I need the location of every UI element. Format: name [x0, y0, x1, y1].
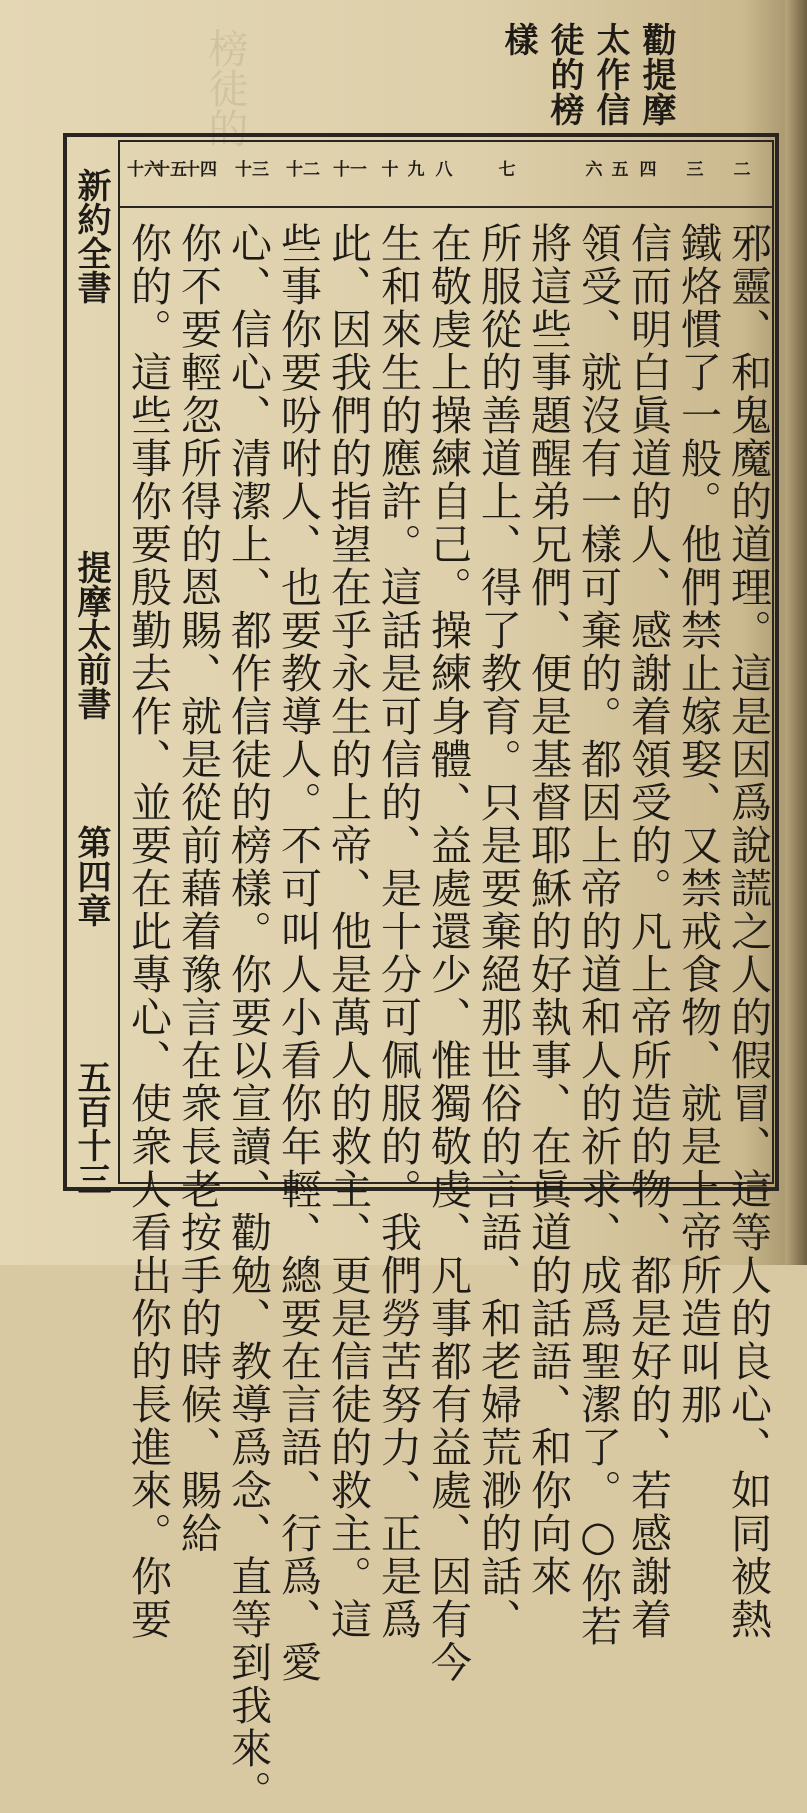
book-title: 新約全書	[71, 168, 111, 304]
verse-number: 八	[435, 160, 453, 180]
verse-number: 七	[498, 160, 516, 180]
text-column: 領受、就沒有一樣可棄的。都因上帝的道和人的祈求、成爲聖潔了。○你若	[574, 222, 622, 1648]
text-column: 你不要輕忽所得的恩賜、就是從前藉着豫言在衆長老按手的時候、賜給	[174, 222, 222, 1555]
margin-note-line: 樣	[498, 22, 538, 57]
margin-note	[495, 22, 679, 132]
text-column: 信而明白眞道的人、感謝着領受的。凡上帝所造的物、都是好的、若感謝着	[624, 222, 672, 1641]
text-column: 鐵烙慣了一般。他們禁止嫁娶、又禁戒食物、就是上帝所造叫那	[674, 222, 722, 1426]
margin-note-line: 勸提摩	[636, 22, 676, 127]
text-column: 此、因我們的指望在乎永生的上帝、他是萬人的救主、更是信徒的救主。這	[324, 222, 372, 1641]
verse-number: 三	[686, 160, 704, 180]
verse-number: 六	[585, 160, 603, 180]
verse-number: 十五	[153, 160, 187, 180]
verse-number: 十二	[286, 160, 320, 180]
text-column: 所服從的善道上、得了教育。只是要棄絕那世俗的言語、和老婦荒渺的話、	[474, 222, 522, 1641]
chapter-title: 提摩太前書	[71, 550, 111, 720]
verse-number-rule	[118, 206, 774, 208]
verse-number: 二	[733, 160, 751, 180]
verse-number: 十	[381, 160, 399, 180]
book-spine-edge	[785, 0, 807, 1265]
text-column: 將這些事題醒弟兄們、便是基督耶穌的好執事、在眞道的話語、和你向來	[524, 222, 572, 1598]
text-column: 些事你要吩咐人、也要教導人。不可叫人小看你年輕、總要在言語、行爲、愛	[274, 222, 322, 1684]
text-column: 你的。這些事你要殷勤去作、並要在此專心、使衆人看出你的長進來。你要	[124, 222, 172, 1641]
margin-note-line: 徒的榜	[544, 22, 584, 127]
text-column: 心、信心、清潔上、都作信徒的榜樣。你要以宣讀、勸勉、教導爲念、直等到我來。	[224, 222, 272, 1813]
text-column: 邪靈、和鬼魔的道理。這是因爲說謊之人的假冒、這等人的良心、如同被熱	[724, 222, 772, 1641]
verse-number: 四	[639, 160, 657, 180]
text-column: 在敬虔上操練自己。操練身體、益處還少、惟獨敬虔、凡事都有益處、因有今	[424, 222, 472, 1684]
verse-number: 十一	[333, 160, 367, 180]
text-column: 生和來生的應許。這話是可信的、是十分可佩服的。我們勞苦努力、正是爲	[374, 222, 422, 1641]
page-number: 五百十三	[71, 1060, 111, 1196]
verse-number: 五	[611, 160, 629, 180]
verse-number: 九	[407, 160, 425, 180]
verse-number: 十三	[235, 160, 269, 180]
verse-number: 十四	[183, 160, 217, 180]
bleed-through-text: 榜徒的	[202, 28, 248, 148]
verse-number: 十六	[127, 160, 161, 180]
chapter-number: 第四章	[71, 825, 111, 927]
margin-note-line: 太作信	[590, 22, 630, 127]
running-header	[68, 160, 114, 1196]
